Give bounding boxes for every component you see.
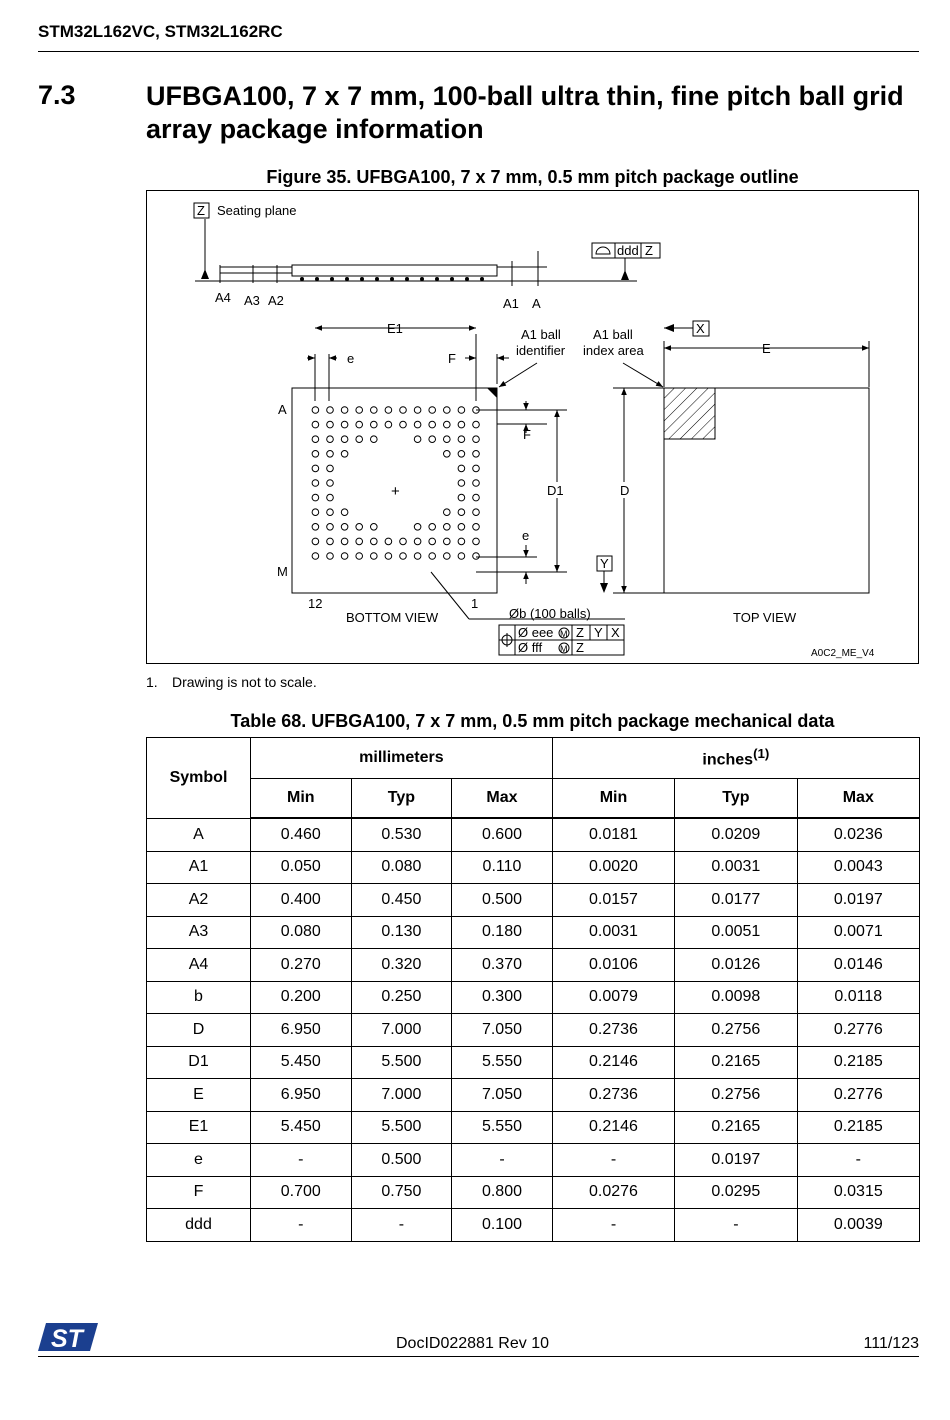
ball <box>371 436 378 443</box>
ball <box>473 451 480 458</box>
col-label-1: 1 <box>471 596 479 611</box>
table-row <box>147 949 920 982</box>
ball <box>458 538 465 545</box>
value-cell: 0.600 <box>452 818 553 851</box>
ball <box>444 553 451 560</box>
dim-f-top: F <box>448 351 456 366</box>
value-cell: 5.550 <box>452 1046 553 1079</box>
inches-label: inches <box>702 751 754 769</box>
value-cell: 0.2146 <box>552 1046 674 1079</box>
symbol-cell: A2 <box>147 884 251 917</box>
sub-header-3: Min <box>552 779 674 819</box>
value-cell: 5.550 <box>452 1111 553 1144</box>
footer-rule <box>38 1356 919 1357</box>
fcf-datum-x: X <box>611 625 620 640</box>
sub-header-row <box>147 779 920 819</box>
ball <box>327 509 334 516</box>
ball <box>371 407 378 414</box>
value-cell: 0.370 <box>452 949 553 982</box>
fcf-m2: M <box>560 644 568 654</box>
table-caption: Table 68. UFBGA100, 7 x 7 mm, 0.5 mm pitch package mechanical data <box>230 711 835 731</box>
value-cell: - <box>797 1144 919 1177</box>
dim-d1: D1 <box>547 483 564 498</box>
ball <box>400 553 407 560</box>
ball <box>429 553 436 560</box>
ball <box>312 538 319 545</box>
ball <box>327 494 334 501</box>
ball <box>414 421 421 428</box>
ball <box>327 553 334 560</box>
value-cell: 6.950 <box>251 1014 352 1047</box>
fcf-fff: Ø fff <box>518 640 543 655</box>
value-cell: 0.250 <box>351 981 452 1014</box>
ball <box>458 553 465 560</box>
ball <box>341 436 348 443</box>
ball <box>444 524 451 531</box>
dim-a2: A2 <box>268 293 284 308</box>
symbol-cell: A4 <box>147 949 251 982</box>
fcf-datum-z2: Z <box>576 640 584 655</box>
dim-a1: A1 <box>503 296 519 311</box>
fcf-eee: Ø eee <box>518 625 554 640</box>
ball <box>327 538 334 545</box>
side-view-balls <box>300 277 484 281</box>
ball <box>400 538 407 545</box>
ball <box>312 436 319 443</box>
package-outline-drawing <box>147 191 920 665</box>
value-cell: 0.270 <box>251 949 352 982</box>
value-cell: 0.0315 <box>797 1176 919 1209</box>
coplanarity-datum-z: Z <box>645 243 653 258</box>
inches-footnote-ref: (1) <box>753 746 770 762</box>
table-row <box>147 1046 920 1079</box>
symbol-cell: b <box>147 981 251 1014</box>
dim-pitch-e: e <box>347 351 355 366</box>
value-cell: 7.050 <box>452 1014 553 1047</box>
value-cell: 0.700 <box>251 1176 352 1209</box>
value-cell: 5.500 <box>351 1111 452 1144</box>
ball <box>341 538 348 545</box>
table-row <box>147 1209 920 1242</box>
value-cell: 7.000 <box>351 1079 452 1112</box>
ball <box>444 451 451 458</box>
coplanarity-ddd: ddd <box>617 243 639 258</box>
dim-d: D <box>620 483 630 498</box>
millimeters-header: millimeters <box>251 738 553 779</box>
ball <box>356 407 363 414</box>
ball <box>444 509 451 516</box>
document-header: STM32L162VC, STM32L162RC <box>38 22 283 41</box>
st-logo-text: ST <box>51 1325 83 1353</box>
symbol-cell: e <box>147 1144 251 1177</box>
value-cell: 0.080 <box>351 851 452 884</box>
ball <box>473 524 480 531</box>
ball <box>473 421 480 428</box>
top-view <box>583 321 869 625</box>
ball <box>356 524 363 531</box>
table-row <box>147 1014 920 1047</box>
center-cross: + <box>391 483 400 500</box>
value-cell: 0.0295 <box>675 1176 797 1209</box>
value-cell: 0.500 <box>452 884 553 917</box>
ball <box>473 494 480 501</box>
value-cell: 0.2756 <box>675 1014 797 1047</box>
value-cell: 0.200 <box>251 981 352 1014</box>
symbol-cell: F <box>147 1176 251 1209</box>
value-cell: 0.0098 <box>675 981 797 1014</box>
value-cell: 0.180 <box>452 916 553 949</box>
value-cell: 0.2185 <box>797 1046 919 1079</box>
ball <box>327 524 334 531</box>
value-cell: 5.450 <box>251 1111 352 1144</box>
ball <box>312 494 319 501</box>
symbol-cell: E1 <box>147 1111 251 1144</box>
value-cell: - <box>251 1144 352 1177</box>
figure-caption: Figure 35. UFBGA100, 7 x 7 mm, 0.5 mm pitch package outline <box>266 167 799 187</box>
value-cell: - <box>552 1144 674 1177</box>
value-cell: 0.0118 <box>797 981 919 1014</box>
sub-header-1: Typ <box>351 779 452 819</box>
value-cell: 0.0209 <box>675 818 797 851</box>
value-cell: 0.0177 <box>675 884 797 917</box>
value-cell: 0.110 <box>452 851 553 884</box>
ball <box>356 436 363 443</box>
ball <box>473 509 480 516</box>
seating-plane-datum-z: Z <box>197 203 205 218</box>
ball <box>371 421 378 428</box>
section-number: 7.3 <box>38 80 76 110</box>
ball <box>312 509 319 516</box>
bottom-view <box>277 321 625 655</box>
value-cell: 0.0031 <box>675 851 797 884</box>
ball <box>458 436 465 443</box>
ball <box>327 407 334 414</box>
col-label-12: 12 <box>308 596 323 611</box>
figure-note <box>146 674 317 690</box>
ball <box>356 538 363 545</box>
ball <box>312 465 319 472</box>
dim-pitch-e-vertical: e <box>522 528 530 543</box>
value-cell: 0.0197 <box>675 1144 797 1177</box>
ball <box>429 524 436 531</box>
value-cell: 0.080 <box>251 916 352 949</box>
value-cell: 5.450 <box>251 1046 352 1079</box>
value-cell: 0.300 <box>452 981 553 1014</box>
value-cell: 0.0043 <box>797 851 919 884</box>
ball <box>327 421 334 428</box>
value-cell: 0.0146 <box>797 949 919 982</box>
value-cell: 0.2736 <box>552 1014 674 1047</box>
ball <box>312 553 319 560</box>
ball <box>385 553 392 560</box>
ball <box>429 421 436 428</box>
ball <box>429 538 436 545</box>
seating-plane-label: Seating plane <box>217 203 297 218</box>
value-cell: 0.2776 <box>797 1079 919 1112</box>
value-cell: 0.2776 <box>797 1014 919 1047</box>
ball <box>312 480 319 487</box>
symbol-cell: E <box>147 1079 251 1112</box>
ball <box>356 553 363 560</box>
value-cell: 0.0106 <box>552 949 674 982</box>
ball <box>458 494 465 501</box>
ball <box>473 553 480 560</box>
ball <box>400 407 407 414</box>
ball <box>414 553 421 560</box>
ball <box>341 524 348 531</box>
symbol-cell: A <box>147 818 251 851</box>
ball <box>341 451 348 458</box>
note-text: Drawing is not to scale. <box>172 674 317 690</box>
table-row <box>147 1079 920 1112</box>
value-cell: 0.100 <box>452 1209 553 1242</box>
value-cell: 0.530 <box>351 818 452 851</box>
ball <box>400 421 407 428</box>
ball <box>429 407 436 414</box>
ball-diameter-label: Øb (100 balls) <box>509 606 591 621</box>
value-cell: 6.950 <box>251 1079 352 1112</box>
ball <box>473 538 480 545</box>
ball <box>327 436 334 443</box>
ball <box>341 421 348 428</box>
ball <box>444 436 451 443</box>
value-cell: 0.460 <box>251 818 352 851</box>
ball <box>371 553 378 560</box>
value-cell: 5.500 <box>351 1046 452 1079</box>
symbol-cell: A1 <box>147 851 251 884</box>
ball <box>414 407 421 414</box>
row-label-m: M <box>277 564 288 579</box>
ball <box>473 480 480 487</box>
fcf-datum-y: Y <box>594 625 603 640</box>
ball <box>312 407 319 414</box>
value-cell: - <box>452 1144 553 1177</box>
st-logo-mark <box>38 1321 100 1353</box>
ball <box>458 465 465 472</box>
ball <box>458 421 465 428</box>
symbol-cell: D1 <box>147 1046 251 1079</box>
dim-a3: A3 <box>244 293 260 308</box>
table-row <box>147 1111 920 1144</box>
a1-ball-index-l1: A1 ball <box>593 327 633 342</box>
value-cell: 0.2146 <box>552 1111 674 1144</box>
value-cell: 0.0197 <box>797 884 919 917</box>
ball <box>458 509 465 516</box>
value-cell: 0.0181 <box>552 818 674 851</box>
ball <box>458 407 465 414</box>
footer-doc-id: DocID022881 Rev 10 <box>396 1335 549 1352</box>
sub-header-5: Max <box>797 779 919 819</box>
table-row <box>147 981 920 1014</box>
value-cell: 0.2185 <box>797 1111 919 1144</box>
dim-e: E <box>762 341 771 356</box>
ball <box>341 509 348 516</box>
header-rule <box>38 51 919 52</box>
ball <box>341 407 348 414</box>
section-title: UFBGA100, 7 x 7 mm, 100-ball ultra thin, fine pitch ball grid array package information <box>146 81 904 144</box>
ball <box>327 465 334 472</box>
a1-ball-identifier-l2: identifier <box>516 343 566 358</box>
ball <box>356 421 363 428</box>
ball <box>444 421 451 428</box>
value-cell: 0.500 <box>351 1144 452 1177</box>
ball <box>371 524 378 531</box>
symbol-cell: ddd <box>147 1209 251 1242</box>
ball <box>312 451 319 458</box>
ball <box>312 421 319 428</box>
value-cell: 0.0039 <box>797 1209 919 1242</box>
dim-f-side: F <box>523 427 531 442</box>
table-body <box>147 818 920 1241</box>
side-view <box>194 203 660 311</box>
a1-ball-index-l2: index area <box>583 343 644 358</box>
ball <box>327 480 334 487</box>
package-outline-figure <box>146 190 919 664</box>
value-cell: 0.0020 <box>552 851 674 884</box>
ball <box>473 436 480 443</box>
dim-a: A <box>532 296 541 311</box>
ball <box>341 553 348 560</box>
symbol-cell: D <box>147 1014 251 1047</box>
table-row <box>147 1176 920 1209</box>
symbol-header: Symbol <box>147 738 251 819</box>
value-cell: - <box>552 1209 674 1242</box>
value-cell: 0.2736 <box>552 1079 674 1112</box>
value-cell: - <box>675 1209 797 1242</box>
footer-page-number: 111/123 <box>863 1335 919 1352</box>
value-cell: 7.000 <box>351 1014 452 1047</box>
row-label-a: A <box>278 402 287 417</box>
table-row <box>147 916 920 949</box>
ball <box>429 436 436 443</box>
drawing-ref-code: A0C2_ME_V4 <box>811 648 875 659</box>
fcf-datum-z: Z <box>576 625 584 640</box>
value-cell: 0.0276 <box>552 1176 674 1209</box>
ball <box>312 524 319 531</box>
table-row <box>147 818 920 851</box>
value-cell: 0.2165 <box>675 1111 797 1144</box>
datum-y: Y <box>600 556 609 571</box>
value-cell: 7.050 <box>452 1079 553 1112</box>
sub-header-2: Max <box>452 779 553 819</box>
ball <box>414 436 421 443</box>
value-cell: 0.400 <box>251 884 352 917</box>
datum-x: X <box>696 321 705 336</box>
value-cell: 0.0071 <box>797 916 919 949</box>
value-cell: 0.320 <box>351 949 452 982</box>
ball <box>473 465 480 472</box>
ball <box>444 407 451 414</box>
symbol-cell: A3 <box>147 916 251 949</box>
table-row <box>147 1144 920 1177</box>
value-cell: 0.0157 <box>552 884 674 917</box>
inches-header <box>552 738 919 779</box>
value-cell: - <box>351 1209 452 1242</box>
ball <box>371 538 378 545</box>
value-cell: 0.800 <box>452 1176 553 1209</box>
table-row <box>147 851 920 884</box>
value-cell: 0.050 <box>251 851 352 884</box>
ball <box>458 480 465 487</box>
value-cell: 0.0236 <box>797 818 919 851</box>
mechanical-data-table <box>146 737 920 1242</box>
value-cell: 0.750 <box>351 1176 452 1209</box>
value-cell: 0.2165 <box>675 1046 797 1079</box>
value-cell: 0.0031 <box>552 916 674 949</box>
ball <box>385 407 392 414</box>
value-cell: 0.130 <box>351 916 452 949</box>
ball <box>414 524 421 531</box>
value-cell: - <box>251 1209 352 1242</box>
ball <box>458 451 465 458</box>
value-cell: 0.0126 <box>675 949 797 982</box>
value-cell: 0.2756 <box>675 1079 797 1112</box>
a1-ball-identifier-l1: A1 ball <box>521 327 561 342</box>
sub-header-4: Typ <box>675 779 797 819</box>
bottom-view-label: BOTTOM VIEW <box>346 610 439 625</box>
fcf-m1: M <box>560 629 568 639</box>
st-logo <box>38 1321 100 1358</box>
ball <box>385 421 392 428</box>
value-cell: 0.0051 <box>675 916 797 949</box>
ball <box>385 538 392 545</box>
note-number: 1. <box>146 674 158 690</box>
sub-header-0: Min <box>251 779 352 819</box>
value-cell: 0.0079 <box>552 981 674 1014</box>
top-view-label: TOP VIEW <box>733 610 797 625</box>
ball <box>444 538 451 545</box>
table-row <box>147 884 920 917</box>
dim-a4: A4 <box>215 290 231 305</box>
dim-e1: E1 <box>387 321 403 336</box>
ball <box>458 524 465 531</box>
ball <box>414 538 421 545</box>
ball <box>327 451 334 458</box>
value-cell: 0.450 <box>351 884 452 917</box>
